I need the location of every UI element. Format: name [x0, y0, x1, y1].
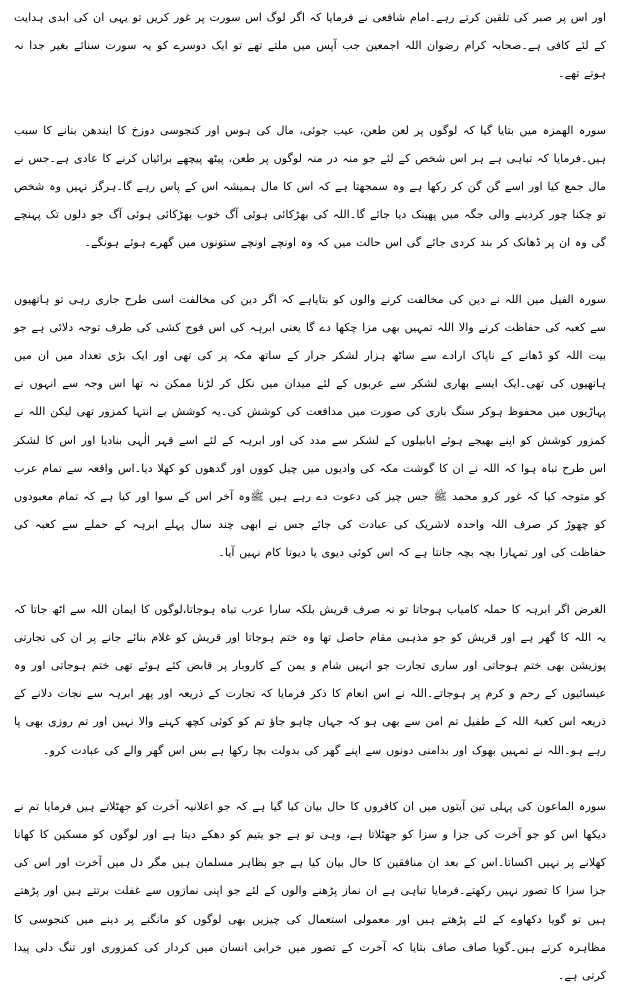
paragraph-quraysh: الغرض اگر ابرہہ کا حملہ کامیاب ہوجاتا تو نہ صرف قریش بلکہ سارا عرب تباہ ہوجاتا،لوگوں کا ایمان اللہ سے اٹھ جاتا کہ یہ اللہ کا گھر ہے اور قریش کو جو مذہبی مقام حاصل تھا وہ ختم ہوجاتا اور قریش کو غلام بنائے جانے پر ان کی تجارتی پوزیشن بھی ختم ہوجاتی اور ساری تجارت جو انہیں شام و یمن کے کاروبار پر قابض کئے ہوئے تھی ختم ہوجاتی اور وہ عیسائیوں کے رحم و کرم پر ہوجاتے۔اللہ نے اس انعام کا ذکر فرمایا کہ تجارت کے ذریعہ اور پھر ابرہہ سے نجات دلانے کے ذریعہ اس کعبۃ اللہ کے طفیل تم امن سے بھی ہو کہ جہاں چاہو جاؤ تم کو کوئی کچھ کہنے والا نہیں اور تم روزی بھی پا رہے ہو۔اللہ نے تمہیں بھوک اور بدامنی دونوں سے اپنے گھر کی بدولت بچا رکھا ہے بس اس گھر والے کی عبادت کرو۔ [14, 602, 606, 757]
paragraph-al-fil: سورہ الفیل میں اللہ نے دین کی مخالفت کرنے والوں کو بتایاہے کہ اگر دین کی مخالفت اسی طرح جاری رہی تو ہاتھیوں سے کعبہ کی حفاظت کرنے والا اللہ تمہیں بھی مزا چکھا دے گا یعنی ابرہہ کی اس فوج کشی کی طرف توجہ دلائی ہے جو بیت اللہ کو ڈھانے کے ناپاک ارادے سے ساٹھ ہزار لشکر جرار کے ساتھ مکہ پر کی تھی اور ایک بڑی تعداد میں ان میں ہاتھیوں کی تھی۔ایک ایسے بھاری لشکر سے عربوں کے لئے میدان میں نکل کر لڑنا ممکن نہ تھا اس وجہ سے انہوں نے پہاڑیوں میں محفوظ ہوکر سنگ باری کی صورت میں مدافعت کی کوشش کی۔یہ کوشش بے انتہا کمزور تھی لیکن اللہ نے کمزور کوشش کو اپنے بھیجے ہوئے ابابیلوں کے لشکر سے مدد کی اور ابرہہ کے لئے اسے قہر الٰہی بنادیا اور اس کا لشکر اس طرح تباہ ہوا کہ اللہ نے ان کا گوشت مکہ کی وادیوں میں چیل کووں اور گدھوں کو کھلا دیا۔اس واقعہ سے تمام عرب کو متوجہ کیا کہ غور کرو محمد ﷺ جس چیز کی دعوت دے رہے ہیں ﷺوہ آخر اس کے سوا اور کیا ہے کہ تمام معبودوں کو چھوڑ کر صرف اللہ واحدہ لاشریک کی عبادت کی جائے جس نے ابھی چند سال پہلے ابرہہ کے حملے سے کعبہ کی حفاظت کی اور تمہارا بچہ بچہ جانتا ہے کہ اس کوئی دیوی یا دیوتا کام نہیں آیا۔ [14, 292, 606, 560]
paragraph-gap [14, 568, 606, 596]
paragraph-al-humazah: سورہ الھمزہ میں بتایا گیا کہ لوگوں پر لعن طعن، عیب جوئی، مال کی ہوس اور کنجوسی دوزخ کا ایندھن بنانے کا سبب ہیں۔فرمایا کہ تباہی ہے ہر اس شخص کے لئے جو منہ در منہ لوگوں پر طعن، پیٹھ پیچھے برائیاں کرنے کا عادی ہے۔جس نے مال جمع کیا اور اسے گن گن کر رکھا ہے وہ سمجھتا ہے کہ اس کا مال ہمیشہ اس کے پاس رہے گا۔ہرگز نہیں وہ شخص تو چکنا چور کردینے والی جگہ میں پھینک دیا جائے گا۔اللہ کی بھڑکائی ہوئی آگ خوب بھڑکائی ہوئی آگ جو دلوں تک پہنچے گی وہ ان پر ڈھانک کر بند کردی جائے گی اس حالت میں کہ وہ اونچے اونچے ستونوں میں گھرے ہوئے ہونگے۔ [14, 123, 606, 250]
paragraph-gap [14, 765, 606, 793]
paragraph-al-maun: سورہ الماعون کی پہلی تین آیتوں میں ان کافروں کا حال بیان کیا گیا ہے کہ جو اعلانیہ آخرت کو جھٹلاتے ہیں فرمایا تم نے دیکھا اس کو جو آخرت کی جزا و سزا کو جھٹلاتا ہے، وہی تو ہے جو یتیم کو دھکے دیتا ہے اور لوگوں کو مسکین کا کھانا کھلانے پر نہیں اکساتا۔اس کے بعد ان منافقین کا حال بیان کیا ہے جو بظاہر مسلمان ہیں مگر دل میں آخرت اور اس کی جزا سزا کا تصور نہیں رکھتے۔فرمایا تباہی ہے ان نماز پڑھنے والوں کے لئے جو اپنی نمازوں سے غفلت برتتے ہیں اور پڑھتے ہیں تو گویا دکھاوے کے لئے پڑھتے ہیں اور معمولی استعمال کی چیزیں بھی لوگوں کو مانگنے پر دینے میں کنجوسی کا مظاہرہ کرتے ہیں۔گویا صاف صاف بتایا کہ آخرت کے تصور میں خرابی انسان میں کردار کی کمزوری اور تنگ دلی پیدا کرتی ہے۔ [14, 799, 606, 983]
paragraph-companions: اور اس پر صبر کی تلقین کرتے رہے۔امام شافعی نے فرمایا کہ اگر لوگ اس سورت پر غور کریں تو یہی ان کی ابدی ہدایت کے لئے کافی ہے۔صحابہ کرام رضوان اللہ اجمعین جب آپس میں ملتے تھے تو ایک دوسرے کو یہ سورت سنائے بغیر جدا نہ ہوتے تھے۔ [14, 11, 606, 81]
paragraph-gap [14, 258, 606, 286]
paragraph-gap [14, 89, 606, 117]
